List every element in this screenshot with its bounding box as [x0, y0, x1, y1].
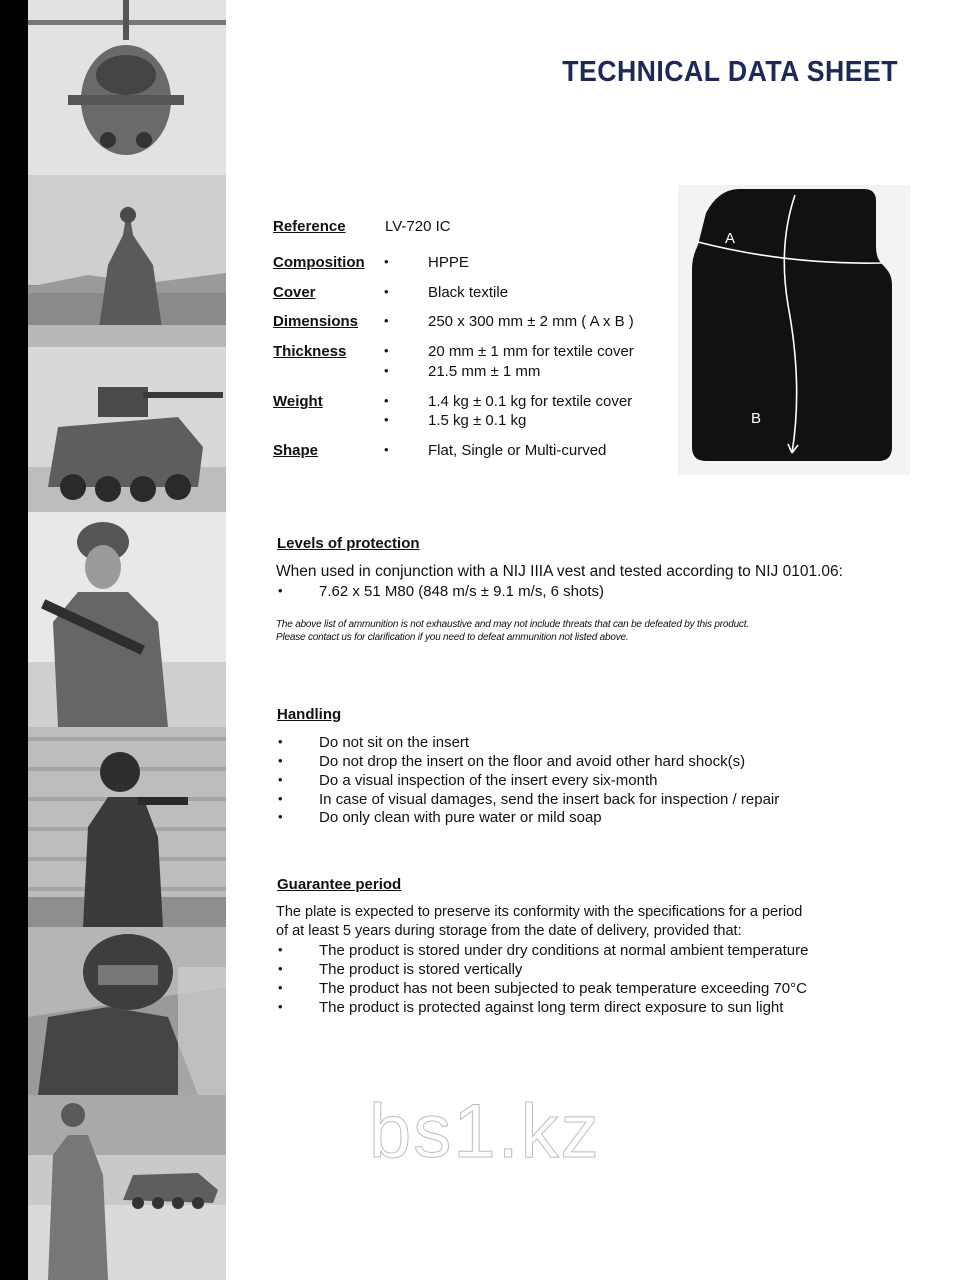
protection-intro: When used in conjunction with a NIJ IIIA vest and tested according to NIJ 0101.06:: [276, 563, 843, 580]
spec-value: 250 x 300 mm ± 2 mm ( A x B ): [428, 313, 634, 330]
armored-vehicle-photo: [28, 347, 226, 512]
datasheet-page: [28, 0, 960, 1280]
gunman-photo: [28, 727, 226, 927]
bullet: •: [384, 442, 389, 457]
spec-label: Shape: [273, 442, 319, 459]
spec-value: 1.5 kg ± 0.1 kg: [428, 412, 527, 429]
protection-note: The above list of ammunition is not exhaustive and may not include threats that can be defeated by this product.: [276, 619, 749, 630]
soldier-photo: [28, 512, 226, 727]
bullet: •: [384, 343, 389, 358]
helicopter-photo: [28, 0, 226, 175]
bullet: •: [278, 809, 283, 824]
bullet: •: [278, 772, 283, 787]
content-area: TECHNICAL DATA SHEET Reference LV-720 IC Composition • HPPE Cover • Black textile Dimensions • 250 x 300 mm ± 2 mm ( A x B ) Thickness • 20 mm ± 1 mm for textile cover • 21.5 mm ± 1 mm Weight • 1.4 kg ± 0.1 kg for textile cover • 1.5 kg ± 0.1 kg Shape • Flat, Single or Multi-curved A B Levels of protection When used in conjunction with a NIJ IIIA vest and tested according to NIJ 0101.06: • 7.62 x 51 M80 (848 m/s ± 9.1 m/s, 6 shots) The above list of ammunition is not exhaustive and may not include threats that can be defeated by this product. Please contact us for clarification if you need to defeat ammunition not listed above. Handling • Do not sit on the insert • Do not drop the insert on the floor and avoid other hard shock(s) • Do a visual inspection of the insert every six-month • In case of visual damages, send the insert back for inspection / repair • Do only clean with pure water or mild soap Guarantee period The plate is expected to preserve its conformity with the specifications for a period of at least 5 years during storage from the date of delivery, provided that: • The product is stored under dry conditions at normal ambient temperature • The product is stored vertically • The product has not been subjected to peak temperature exceeding 70°C • The product is protected against long term direct exposure to sun light bs1.kz: [226, 0, 960, 1280]
protection-title: Levels of protection: [277, 535, 420, 552]
photo-strip: [28, 0, 226, 1280]
spec-label: Cover: [273, 284, 316, 301]
spec-value: 21.5 mm ± 1 mm: [428, 363, 541, 380]
spec-value: 1.4 kg ± 0.1 kg for textile cover: [428, 393, 633, 410]
bullet: •: [384, 313, 389, 328]
guarantee-intro: The plate is expected to preserve its conformity with the specifications for a period: [276, 904, 803, 920]
bullet: •: [278, 791, 283, 806]
spec-value: 20 mm ± 1 mm for textile cover: [428, 343, 634, 360]
spec-value: HPPE: [428, 254, 469, 271]
bullet: •: [278, 583, 283, 598]
watermark: bs1.kz: [369, 1089, 601, 1174]
spec-label: Thickness: [273, 343, 347, 360]
bullet: •: [384, 363, 389, 378]
guarantee-intro: of at least 5 years during storage from the date of delivery, provided that:: [276, 923, 742, 939]
desert-soldier-photo: [28, 1095, 226, 1280]
plate-label-b: B: [751, 410, 762, 427]
bullet: •: [278, 961, 283, 976]
bullet: •: [278, 999, 283, 1014]
bullet: •: [384, 284, 389, 299]
bullet: •: [384, 393, 389, 408]
spec-value: Flat, Single or Multi-curved: [428, 442, 607, 459]
spec-label: Composition: [273, 254, 365, 271]
spec-label: Dimensions: [273, 313, 359, 330]
spec-value: Black textile: [428, 284, 509, 301]
bullet: •: [384, 412, 389, 427]
bullet: •: [278, 753, 283, 768]
plate-label-a: A: [725, 230, 736, 247]
warship-photo: [28, 175, 226, 347]
spec-value: LV-720 IC: [385, 218, 451, 235]
bullet: •: [278, 734, 283, 749]
page-title: TECHNICAL DATA SHEET: [562, 56, 898, 88]
armor-plate-image: [678, 185, 910, 475]
protection-note: Please contact us for clarification if you need to defeat ammunition not listed above.: [276, 632, 629, 643]
riot-police-photo: [28, 927, 226, 1095]
bullet: •: [278, 980, 283, 995]
handling-title: Handling: [277, 706, 342, 723]
guarantee-title: Guarantee period: [277, 876, 402, 893]
bullet: •: [278, 942, 283, 957]
spec-label: Weight: [273, 393, 323, 410]
bullet: •: [384, 254, 389, 269]
spec-label: Reference: [273, 218, 346, 235]
